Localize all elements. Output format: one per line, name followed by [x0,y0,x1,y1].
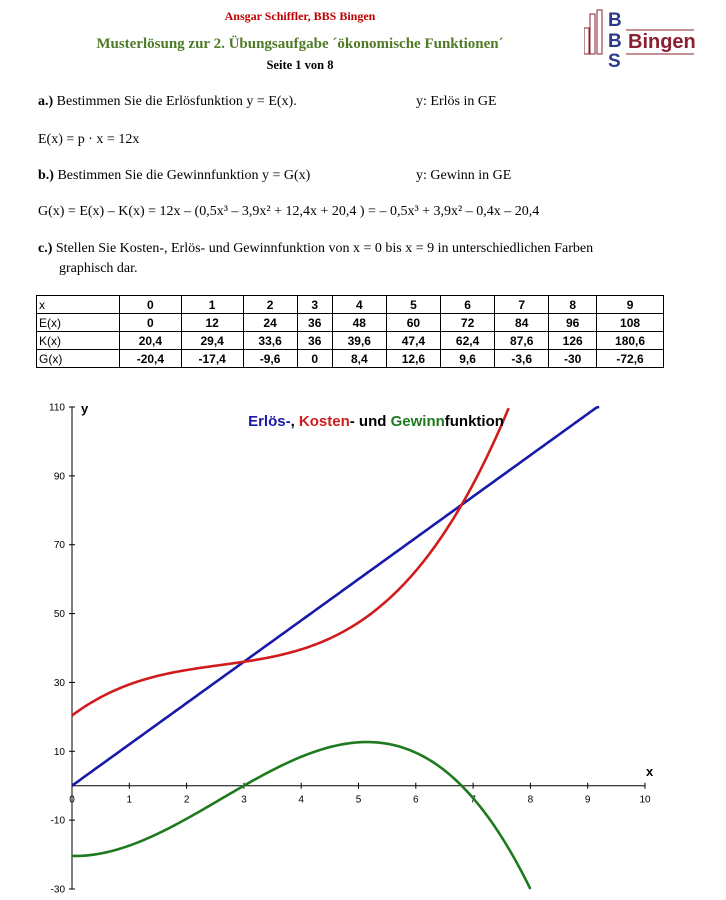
table-cell: 9,6 [441,350,495,368]
series-line-g [72,742,530,889]
table-cell: 4 [332,296,386,314]
x-tick-label: 6 [413,794,419,806]
y-tick-label: 70 [53,540,65,552]
table-row [37,296,664,314]
table-row-label: G(x) [37,350,120,368]
x-tick-label: 2 [183,794,190,806]
task-b [38,168,310,184]
table-cell: 20,4 [120,332,182,350]
table-cell: 62,4 [441,332,495,350]
table-cell: 24 [243,314,297,332]
x-tick-label: 1 [126,794,133,806]
table-row-label: E(x) [37,314,120,332]
chart-title-part: , [290,413,299,430]
table-cell: 72 [441,314,495,332]
y-tick-label: 90 [53,471,65,483]
y-tick-label: 50 [53,609,65,621]
table-cell: 180,6 [597,332,664,350]
table-cell: -30 [549,350,597,368]
table-cell: 108 [597,314,664,332]
chart-title [248,413,504,430]
task-c [38,241,593,257]
page-number: Seite 1 von 8 [266,58,334,72]
table-cell: 12 [181,314,243,332]
x-tick-label: 3 [241,794,247,806]
function-chart [36,396,676,896]
task-a-text: Bestimmen Sie die Erlösfunktion y = E(x). [53,94,297,109]
chart-curves [72,407,599,889]
chart-title-part: Kosten [298,413,350,430]
table-cell: -3,6 [495,350,549,368]
x-tick-label: 10 [639,794,651,806]
x-tick-label: 7 [470,794,476,806]
logo-letter-b1: B [608,10,622,31]
table-cell: 12,6 [386,350,440,368]
task-a-label: a.) [38,94,54,109]
table-cell: 47,4 [386,332,440,350]
table-cell: -17,4 [181,350,243,368]
table-cell: 7 [495,296,549,314]
table-row-label: x [37,296,120,314]
table-row-label: K(x) [37,332,120,350]
table-cell: 48 [332,314,386,332]
x-tick-label: 5 [355,794,362,806]
task-b-formula: G(x) = E(x) – K(x) = 12x – (0,5x³ – 3,9x² + 12,4x + 20,4 ) = – 0,5x³ + 3,9x² – 0,4x – 20,4 [38,204,540,219]
table-cell: -72,6 [597,350,664,368]
table-cell: 0 [120,296,182,314]
y-tick-label: -10 [50,815,65,827]
y-axis-label: y [81,401,89,416]
y-tick-label: 110 [49,402,65,414]
y-tick-label: -30 [50,884,65,896]
table-cell: 84 [495,314,549,332]
task-a-note: y: Erlös in GE [416,94,497,109]
chart-title-part: Gewinn [390,413,445,430]
table-cell: -20,4 [120,350,182,368]
chart-title-part: - und [349,413,391,430]
y-tick-label: 10 [53,746,65,758]
logo-text: Bingen [628,31,696,53]
table-cell: 6 [441,296,495,314]
table-cell: 33,6 [243,332,297,350]
table-cell: 3 [297,296,332,314]
task-c-text: Stellen Sie Kosten-, Erlös- und Gewinnfunktion von x = 0 bis x = 9 in unterschiedlichen Farben [52,241,594,256]
task-a-formula: E(x) = p · x = 12x [38,132,140,147]
table-cell: 60 [386,314,440,332]
table-cell: 96 [549,314,597,332]
table-cell: 5 [386,296,440,314]
y-tick-label: 30 [53,677,65,689]
table-cell: 0 [120,314,182,332]
table-cell: 0 [297,350,332,368]
task-b-text: Bestimmen Sie die Gewinnfunktion y = G(x) [53,168,311,183]
table-cell: 87,6 [495,332,549,350]
bbs-bingen-logo [584,6,696,68]
table-cell: 36 [297,314,332,332]
table-row [37,314,664,332]
table-cell: 39,6 [332,332,386,350]
table-cell: 1 [181,296,243,314]
table-cell: 8,4 [332,350,386,368]
table-cell: 2 [243,296,297,314]
logo-letter-b2: B [608,31,622,52]
task-c-text-cont: graphisch dar. [59,261,138,276]
table-row [37,332,664,350]
x-tick-label: 8 [527,794,534,806]
x-tick-label: 4 [298,794,304,806]
series-line-k [72,408,509,715]
value-table [36,295,664,368]
chart-axes [72,407,645,889]
table-cell: 126 [549,332,597,350]
table-cell: 36 [297,332,332,350]
table-cell: -9,6 [243,350,297,368]
chart-ticks [49,403,651,896]
task-c-label: c.) [38,241,53,256]
x-tick-label: 0 [69,794,75,806]
x-tick-label: 9 [584,794,591,806]
task-a [38,94,297,110]
x-axis-label: x [646,764,654,779]
series-line-e [72,407,599,786]
chart-title-part: Erlös- [248,413,291,430]
table-cell: 8 [549,296,597,314]
chart-title-part: funktion [444,413,504,430]
task-b-note: y: Gewinn in GE [416,168,512,183]
document-title: Musterlösung zur 2. Übungsaufgabe ´ökonomische Funktionen´ [96,36,504,52]
table-cell: 29,4 [181,332,243,350]
table-row [37,350,664,368]
table-cell: 9 [597,296,664,314]
logo-letter-s: S [608,51,621,68]
author-line: Ansgar Schiffler, BBS Bingen [224,9,376,23]
task-b-label: b.) [38,168,54,183]
